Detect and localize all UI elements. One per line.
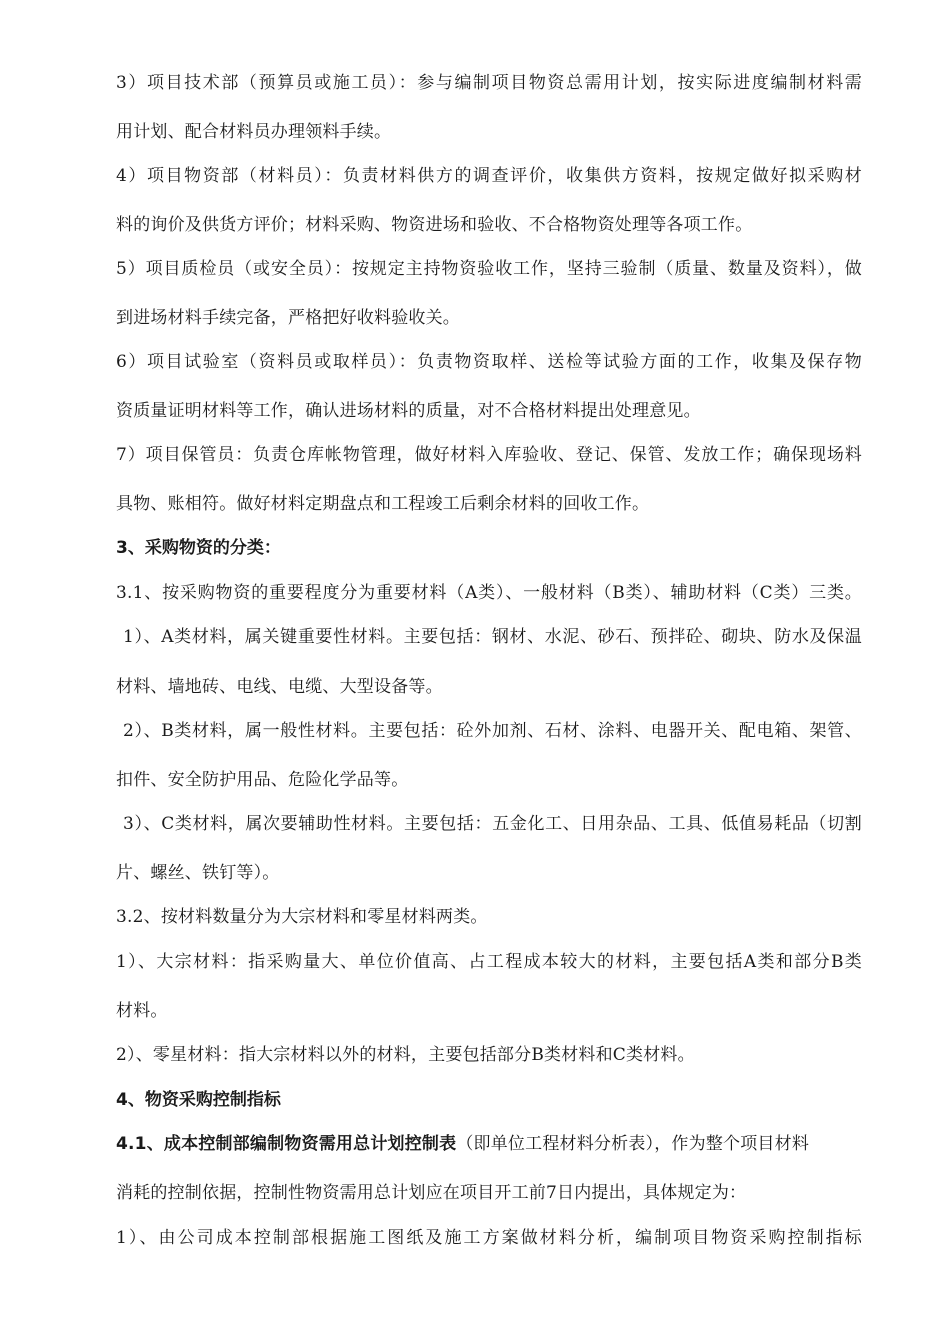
text-line: 材料、墙地砖、电线、电缆、大型设备等。 [116,677,443,697]
text-line: 4）项目物资部（材料员）：负责材料供方的调查评价，收集供方资料，按规定做好拟采购材 [116,166,862,186]
section-heading: 4、物资采购控制指标 [116,1090,281,1110]
text-line [116,1132,862,1156]
text-line: 1）、由公司成本控制部根据施工图纸及施工方案做材料分析，编制项目物资采购控制指标 [116,1228,862,1248]
text-line: 3.1、按采购物资的重要程度分为重要材料（A类）、一般材料（B类）、辅助材料（C类）三类。 [116,583,862,603]
text-run: （即单位工程材料分析表），作为整个项目材料 [456,1134,810,1154]
bold-lead: 4.1、成本控制部编制物资需用总计划控制表 [116,1134,457,1154]
text-line: 5）项目质检员（或安全员）：按规定主持物资验收工作，坚持三验制（质量、数量及资料），做 [116,259,862,279]
text-line: 用计划、配合材料员办理领料手续。 [116,122,392,142]
text-line: 6）项目试验室（资料员或取样员）：负责物资取样、送检等试验方面的工作，收集及保存物 [116,352,862,372]
text-line: 3）项目技术部（预算员或施工员）：参与编制项目物资总需用计划，按实际进度编制材料需 [116,73,862,93]
text-line: 1）、A类材料，属关键重要性材料。主要包括：钢材、水泥、砂石、预拌砼、砌块、防水及保温 [123,627,862,647]
text-line: 料的询价及供货方评价；材料采购、物资进场和验收、不合格物资处理等各项工作。 [116,215,753,235]
text-line: 到进场材料手续完备，严格把好收料验收关。 [116,308,460,328]
text-line: 扣件、安全防护用品、危险化学品等。 [116,770,409,790]
text-line: 3.2、按材料数量分为大宗材料和零星材料两类。 [116,907,488,927]
text-line: 片、螺丝、铁钉等）。 [116,863,280,883]
text-line: 材料。 [116,1001,168,1021]
text-line: 具物、账相符。做好材料定期盘点和工程竣工后剩余材料的回收工作。 [116,494,650,514]
text-line: 消耗的控制依据，控制性物资需用总计划应在项目开工前7日内提出，具体规定为： [116,1183,747,1203]
text-line: 2）、B类材料，属一般性材料。主要包括：砼外加剂、石材、涂料、电器开关、配电箱、架管、 [123,721,862,741]
text-line: 1）、大宗材料：指采购量大、单位价值高、占工程成本较大的材料，主要包括A类和部分B类 [116,952,862,972]
text-line: 资质量证明材料等工作，确认进场材料的质量，对不合格材料提出处理意见。 [116,401,701,421]
text-line: 2）、零星材料：指大宗材料以外的材料，主要包括部分B类材料和C类材料。 [116,1045,695,1065]
section-heading: 3、采购物资的分类： [116,538,281,558]
text-line: 3）、C类材料，属次要辅助性材料。主要包括：五金化工、日用杂品、工具、低值易耗品（切割 [123,814,862,834]
text-line: 7）项目保管员：负责仓库帐物管理，做好材料入库验收、登记、保管、发放工作；确保现场料 [116,445,862,465]
